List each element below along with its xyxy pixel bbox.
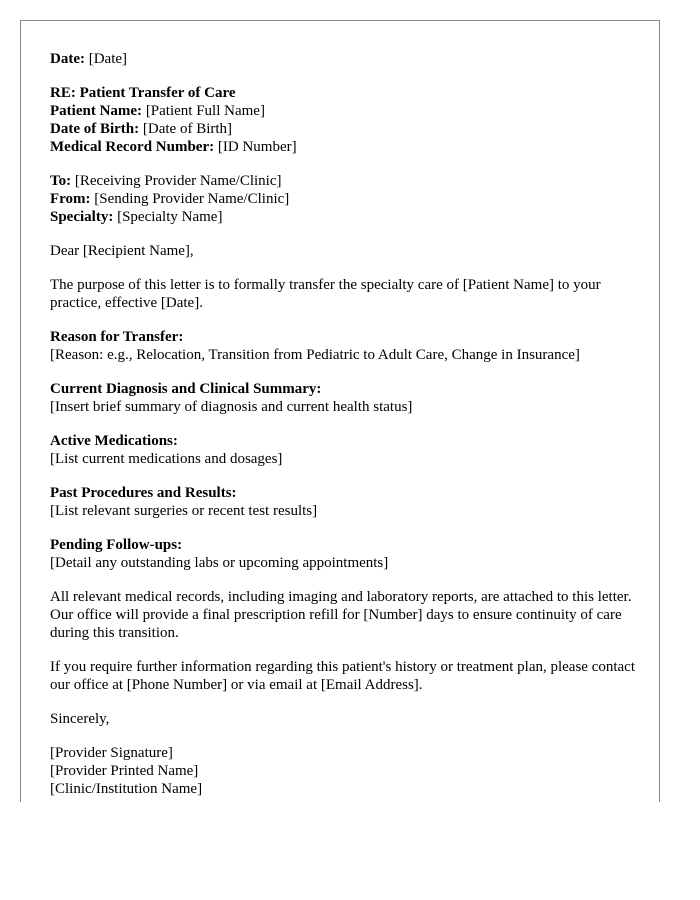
section-body: [Insert brief summary of diagnosis and current health status]: [50, 399, 413, 415]
section-body: [Reason: e.g., Relocation, Transition from Pediatric to Adult Care, Change in Insurance]: [50, 347, 580, 363]
signature-block: [50, 744, 640, 798]
mrn-label: Medical Record Number:: [50, 139, 215, 155]
specialty-label: Specialty:: [50, 209, 114, 225]
section-heading: Active Medications:: [50, 433, 178, 449]
records-paragraph: All relevant medical records, including imaging and laboratory reports, are attached to this letter. Our office will provide a final prescription refill for [Number] days to ensure continuity of care during this transition.: [50, 589, 632, 641]
section-body: [Detail any outstanding labs or upcoming appointments]: [50, 555, 389, 571]
date-line: [50, 50, 640, 68]
to-label: To:: [50, 173, 72, 189]
section-heading: Past Procedures and Results:: [50, 485, 237, 501]
institution-name: [Clinic/Institution Name]: [50, 781, 203, 797]
letter-page: [20, 20, 660, 802]
re-title: RE: Patient Transfer of Care: [50, 85, 236, 101]
to-line: [50, 172, 640, 190]
from-line: [50, 190, 640, 208]
re-block: [50, 84, 640, 156]
letter-content: [50, 50, 640, 814]
specialty-line: [50, 208, 640, 226]
dob-value: [Date of Birth]: [142, 121, 233, 137]
specialty-value: [Specialty Name]: [117, 209, 223, 225]
section-reason: [50, 328, 640, 364]
section-body: [List current medications and dosages]: [50, 451, 283, 467]
date-label: Date:: [50, 51, 85, 67]
section-heading: Pending Follow-ups:: [50, 537, 183, 553]
routing-block: [50, 172, 640, 226]
salutation: Dear [Recipient Name],: [50, 243, 194, 259]
to-value: [Receiving Provider Name/Clinic]: [74, 173, 282, 189]
from-value: [Sending Provider Name/Clinic]: [94, 191, 290, 207]
section-procedures: [50, 484, 640, 520]
intro-paragraph: The purpose of this letter is to formally transfer the specialty care of [Patient Name] to your practice, effective [Date].: [50, 277, 601, 311]
from-label: From:: [50, 191, 91, 207]
section-heading: Current Diagnosis and Clinical Summary:: [50, 381, 322, 397]
patient-name-line: [50, 102, 640, 120]
section-heading: Reason for Transfer:: [50, 329, 184, 345]
mrn-value: [ID Number]: [217, 139, 297, 155]
date-block: [50, 50, 640, 68]
dob-line: [50, 120, 640, 138]
contact-paragraph: If you require further information regarding this patient's history or treatment plan, please contact our office at [Phone Number] or via email at [Email Address].: [50, 659, 636, 693]
signature-line: [Provider Signature]: [50, 745, 173, 761]
dob-label: Date of Birth:: [50, 121, 140, 137]
section-followups: [50, 536, 640, 572]
date-value: [Date]: [88, 51, 128, 67]
closing: Sincerely,: [50, 711, 110, 727]
patient-name-label: Patient Name:: [50, 103, 143, 119]
patient-name-value: [Patient Full Name]: [145, 103, 265, 119]
section-body: [List relevant surgeries or recent test results]: [50, 503, 318, 519]
section-diagnosis: [50, 380, 640, 416]
mrn-line: [50, 138, 640, 156]
section-medications: [50, 432, 640, 468]
printed-name: [Provider Printed Name]: [50, 763, 199, 779]
